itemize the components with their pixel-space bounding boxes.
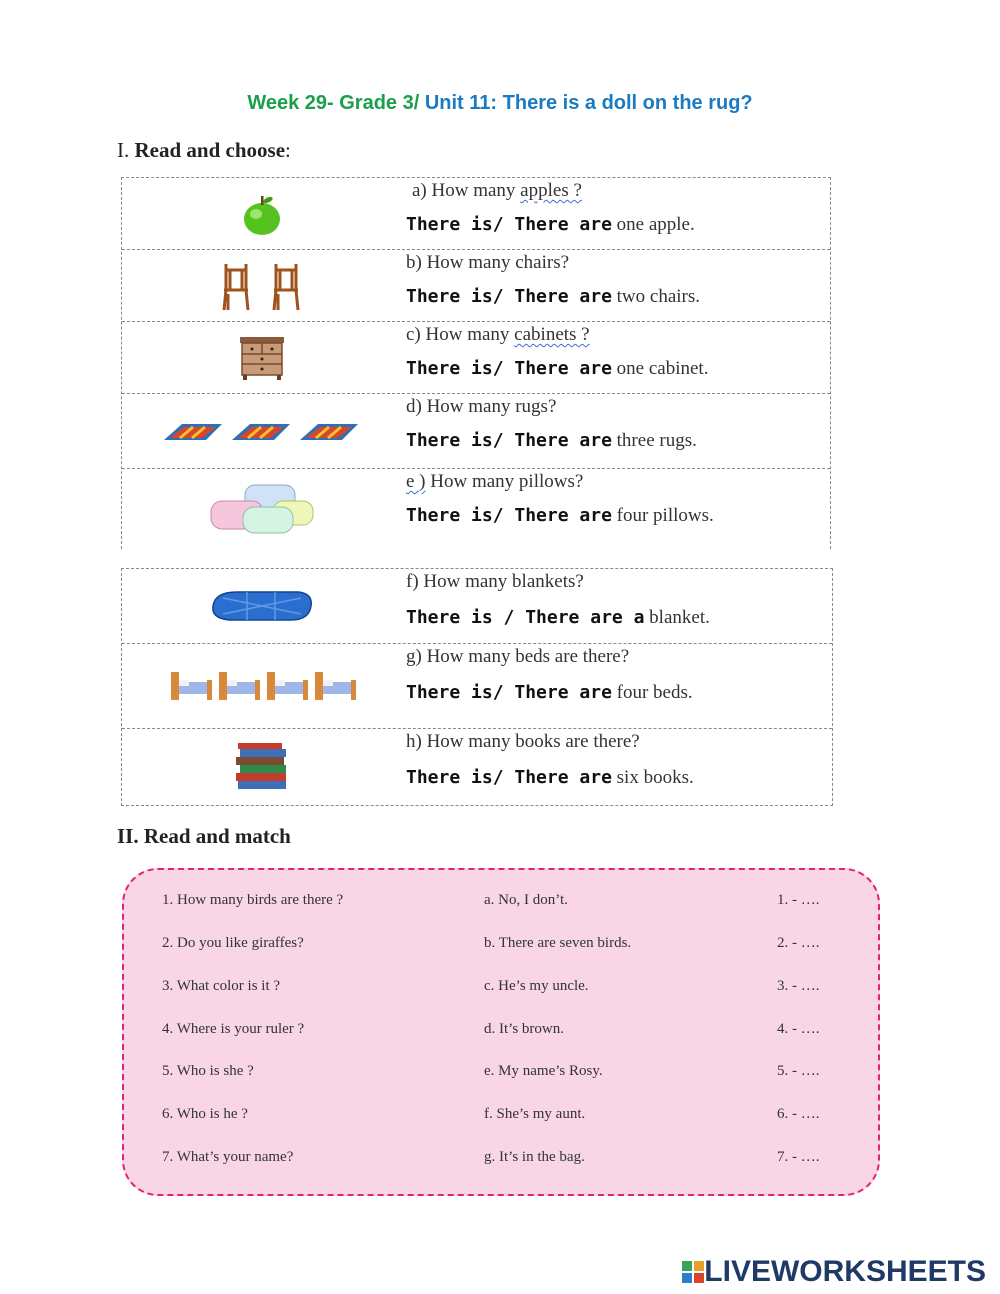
cabinet-picture (122, 322, 402, 393)
title-week-grade: Week 29- Grade 3/ (247, 92, 420, 114)
match-slot[interactable]: 1. - …. (777, 892, 820, 908)
question-d: d) How many rugs? (406, 396, 557, 417)
section-1-title: Read and choose (134, 138, 286, 162)
match-answer: b. There are seven birds. (484, 935, 632, 951)
match-slot[interactable]: 4. - …. (777, 1021, 820, 1037)
question-row-f (122, 569, 832, 644)
question-f: f) How many blankets? (406, 571, 584, 592)
rugs-icon (160, 414, 364, 448)
match-answer: g. It’s in the bag. (484, 1149, 585, 1165)
logo-blocks-icon (682, 1261, 704, 1283)
beds-picture (122, 644, 402, 728)
match-row (124, 935, 878, 959)
answer-f[interactable]: There is / There are a blanket. (406, 607, 710, 628)
worksheet-title (0, 92, 1000, 115)
match-answer: c. He’s my uncle. (484, 978, 589, 994)
answer-a[interactable]: There is/ There are one apple. (406, 214, 695, 235)
match-question: 1. How many birds are there ? (162, 892, 344, 908)
liveworksheets-logo (682, 1255, 986, 1289)
section-1-colon: : (285, 138, 291, 162)
match-row (124, 1021, 878, 1045)
match-answer: a. No, I don’t. (484, 892, 568, 908)
chairs-picture (122, 250, 402, 321)
read-choose-table-2 (121, 568, 833, 806)
question-row-c (122, 322, 830, 394)
question-b: b) How many chairs? (406, 252, 570, 273)
match-slot[interactable]: 7. - …. (777, 1149, 820, 1165)
beds-icon (167, 666, 357, 706)
question-e: e ) How many pillows? (406, 471, 584, 492)
match-row (124, 978, 878, 1002)
question-row-e (122, 469, 830, 549)
answer-b[interactable]: There is/ There are two chairs. (406, 286, 701, 307)
match-row (124, 892, 878, 916)
question-row-a (122, 178, 830, 250)
question-row-g (122, 644, 832, 729)
match-question: 7. What’s your name? (162, 1149, 294, 1165)
apple-picture (122, 178, 402, 249)
answer-d[interactable]: There is/ There are three rugs. (406, 430, 697, 451)
match-answer: f. She’s my aunt. (484, 1106, 586, 1122)
match-slot[interactable]: 6. - …. (777, 1106, 820, 1122)
pillows-icon (207, 481, 317, 537)
section-1-heading (117, 138, 291, 163)
match-row (124, 1106, 878, 1130)
books-icon (232, 741, 292, 793)
answer-e[interactable]: There is/ There are four pillows. (406, 505, 714, 526)
answer-g[interactable]: There is/ There are four beds. (406, 682, 693, 703)
chairs-icon (212, 260, 312, 312)
match-question: 5. Who is she ? (162, 1063, 254, 1079)
match-slot[interactable]: 5. - …. (777, 1063, 820, 1079)
match-row (124, 1149, 878, 1173)
section-2-heading: II. Read and match (117, 824, 291, 848)
match-question: 2. Do you like giraffes? (162, 935, 304, 951)
read-match-box (122, 868, 880, 1196)
rugs-picture (122, 394, 402, 468)
question-h: h) How many books are there? (406, 731, 640, 752)
question-row-h (122, 729, 832, 805)
question-c: c) How many cabinets ? (406, 324, 590, 345)
match-question: 6. Who is he ? (162, 1106, 248, 1122)
answer-h[interactable]: There is/ There are six books. (406, 767, 694, 788)
match-slot[interactable]: 3. - …. (777, 978, 820, 994)
match-answer: d. It’s brown. (484, 1021, 564, 1037)
logo-text: LIVEWORKSHEETS (704, 1255, 986, 1288)
question-g: g) How many beds are there? (406, 646, 630, 667)
question-row-b (122, 250, 830, 322)
green-apple-icon (240, 192, 284, 236)
match-question: 3. What color is it ? (162, 978, 281, 994)
match-slot[interactable]: 2. - …. (777, 935, 820, 951)
question-row-d (122, 394, 830, 469)
title-unit: Unit 11: There is a doll on the rug? (419, 92, 753, 114)
books-picture (122, 729, 402, 805)
match-question: 4. Where is your ruler ? (162, 1021, 305, 1037)
answer-c[interactable]: There is/ There are one cabinet. (406, 358, 709, 379)
pillows-picture (122, 469, 402, 549)
blanket-icon (207, 586, 317, 626)
blanket-picture (122, 569, 402, 643)
match-row (124, 1063, 878, 1087)
read-choose-table-1 (121, 177, 831, 549)
question-a: a) How many apples ? (412, 180, 582, 201)
match-answer: e. My name’s Rosy. (484, 1063, 603, 1079)
section-1-numeral: I. (117, 138, 135, 162)
cabinet-icon (237, 333, 287, 383)
